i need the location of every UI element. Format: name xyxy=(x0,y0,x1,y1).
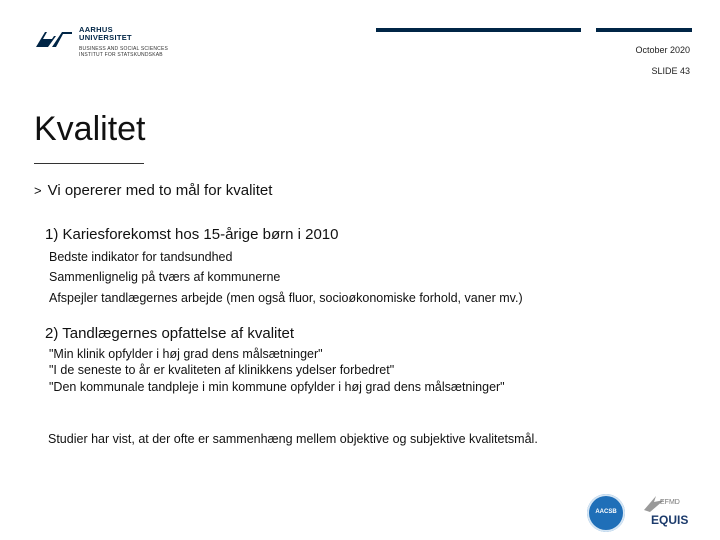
header-bar-right xyxy=(596,28,692,32)
university-name-line2: UNIVERSITET xyxy=(79,33,132,42)
slide-title: Kvalitet xyxy=(34,110,146,148)
goal1-heading: 1) Kariesforekomst hos 15-årige børn i 2010 xyxy=(45,226,339,243)
university-logo xyxy=(34,26,168,58)
header-bar-left xyxy=(376,28,581,32)
aacsb-accreditation-badge xyxy=(587,494,625,532)
bullet-chevron-icon: > xyxy=(34,183,42,198)
goal2-line: "Den kommunale tandpleje i min kommune opfylder i høj grad dens målsætninger" xyxy=(49,380,505,394)
university-name-line1: AARHUS xyxy=(79,25,113,34)
slide-number: SLIDE 43 xyxy=(651,66,690,76)
department-line1: BUSINESS AND SOCIAL SCIENCES xyxy=(79,46,169,52)
au-seal-icon xyxy=(34,26,74,50)
main-bullet-text: Vi opererer med to mål for kvalitet xyxy=(47,182,273,199)
equis-accreditation-logo xyxy=(640,492,690,534)
goal2-line: "I de seneste to år er kvaliteten af klinikkens ydelser forbedret" xyxy=(49,363,395,377)
efmd-label: EFMD xyxy=(660,499,680,506)
goal1-line: Bedste indikator for tandsundhed xyxy=(49,250,233,264)
goal1-line: Sammenlignelig på tværs af kommunerne xyxy=(49,270,281,284)
title-underline xyxy=(34,163,144,164)
slide-date: October 2020 xyxy=(635,45,690,55)
aacsb-label: AACSB xyxy=(595,509,617,515)
department-line2: INSTITUT FOR STATSKUNDSKAB xyxy=(79,52,163,58)
goal2-line: "Min klinik opfylder i høj grad dens målsætninger" xyxy=(49,347,323,361)
conclusion-text: Studier har vist, at der ofte er sammenhæng mellem objektive og subjektive kvalitetsmål. xyxy=(48,432,538,446)
goal1-line: Afspejler tandlægernes arbejde (men også fluor, socioøkonomiske forhold, vaner mv.) xyxy=(49,291,523,305)
equis-label: EQUIS xyxy=(651,513,689,527)
main-bullet xyxy=(34,182,272,199)
goal2-heading: 2) Tandlægernes opfattelse af kvalitet xyxy=(45,325,295,342)
